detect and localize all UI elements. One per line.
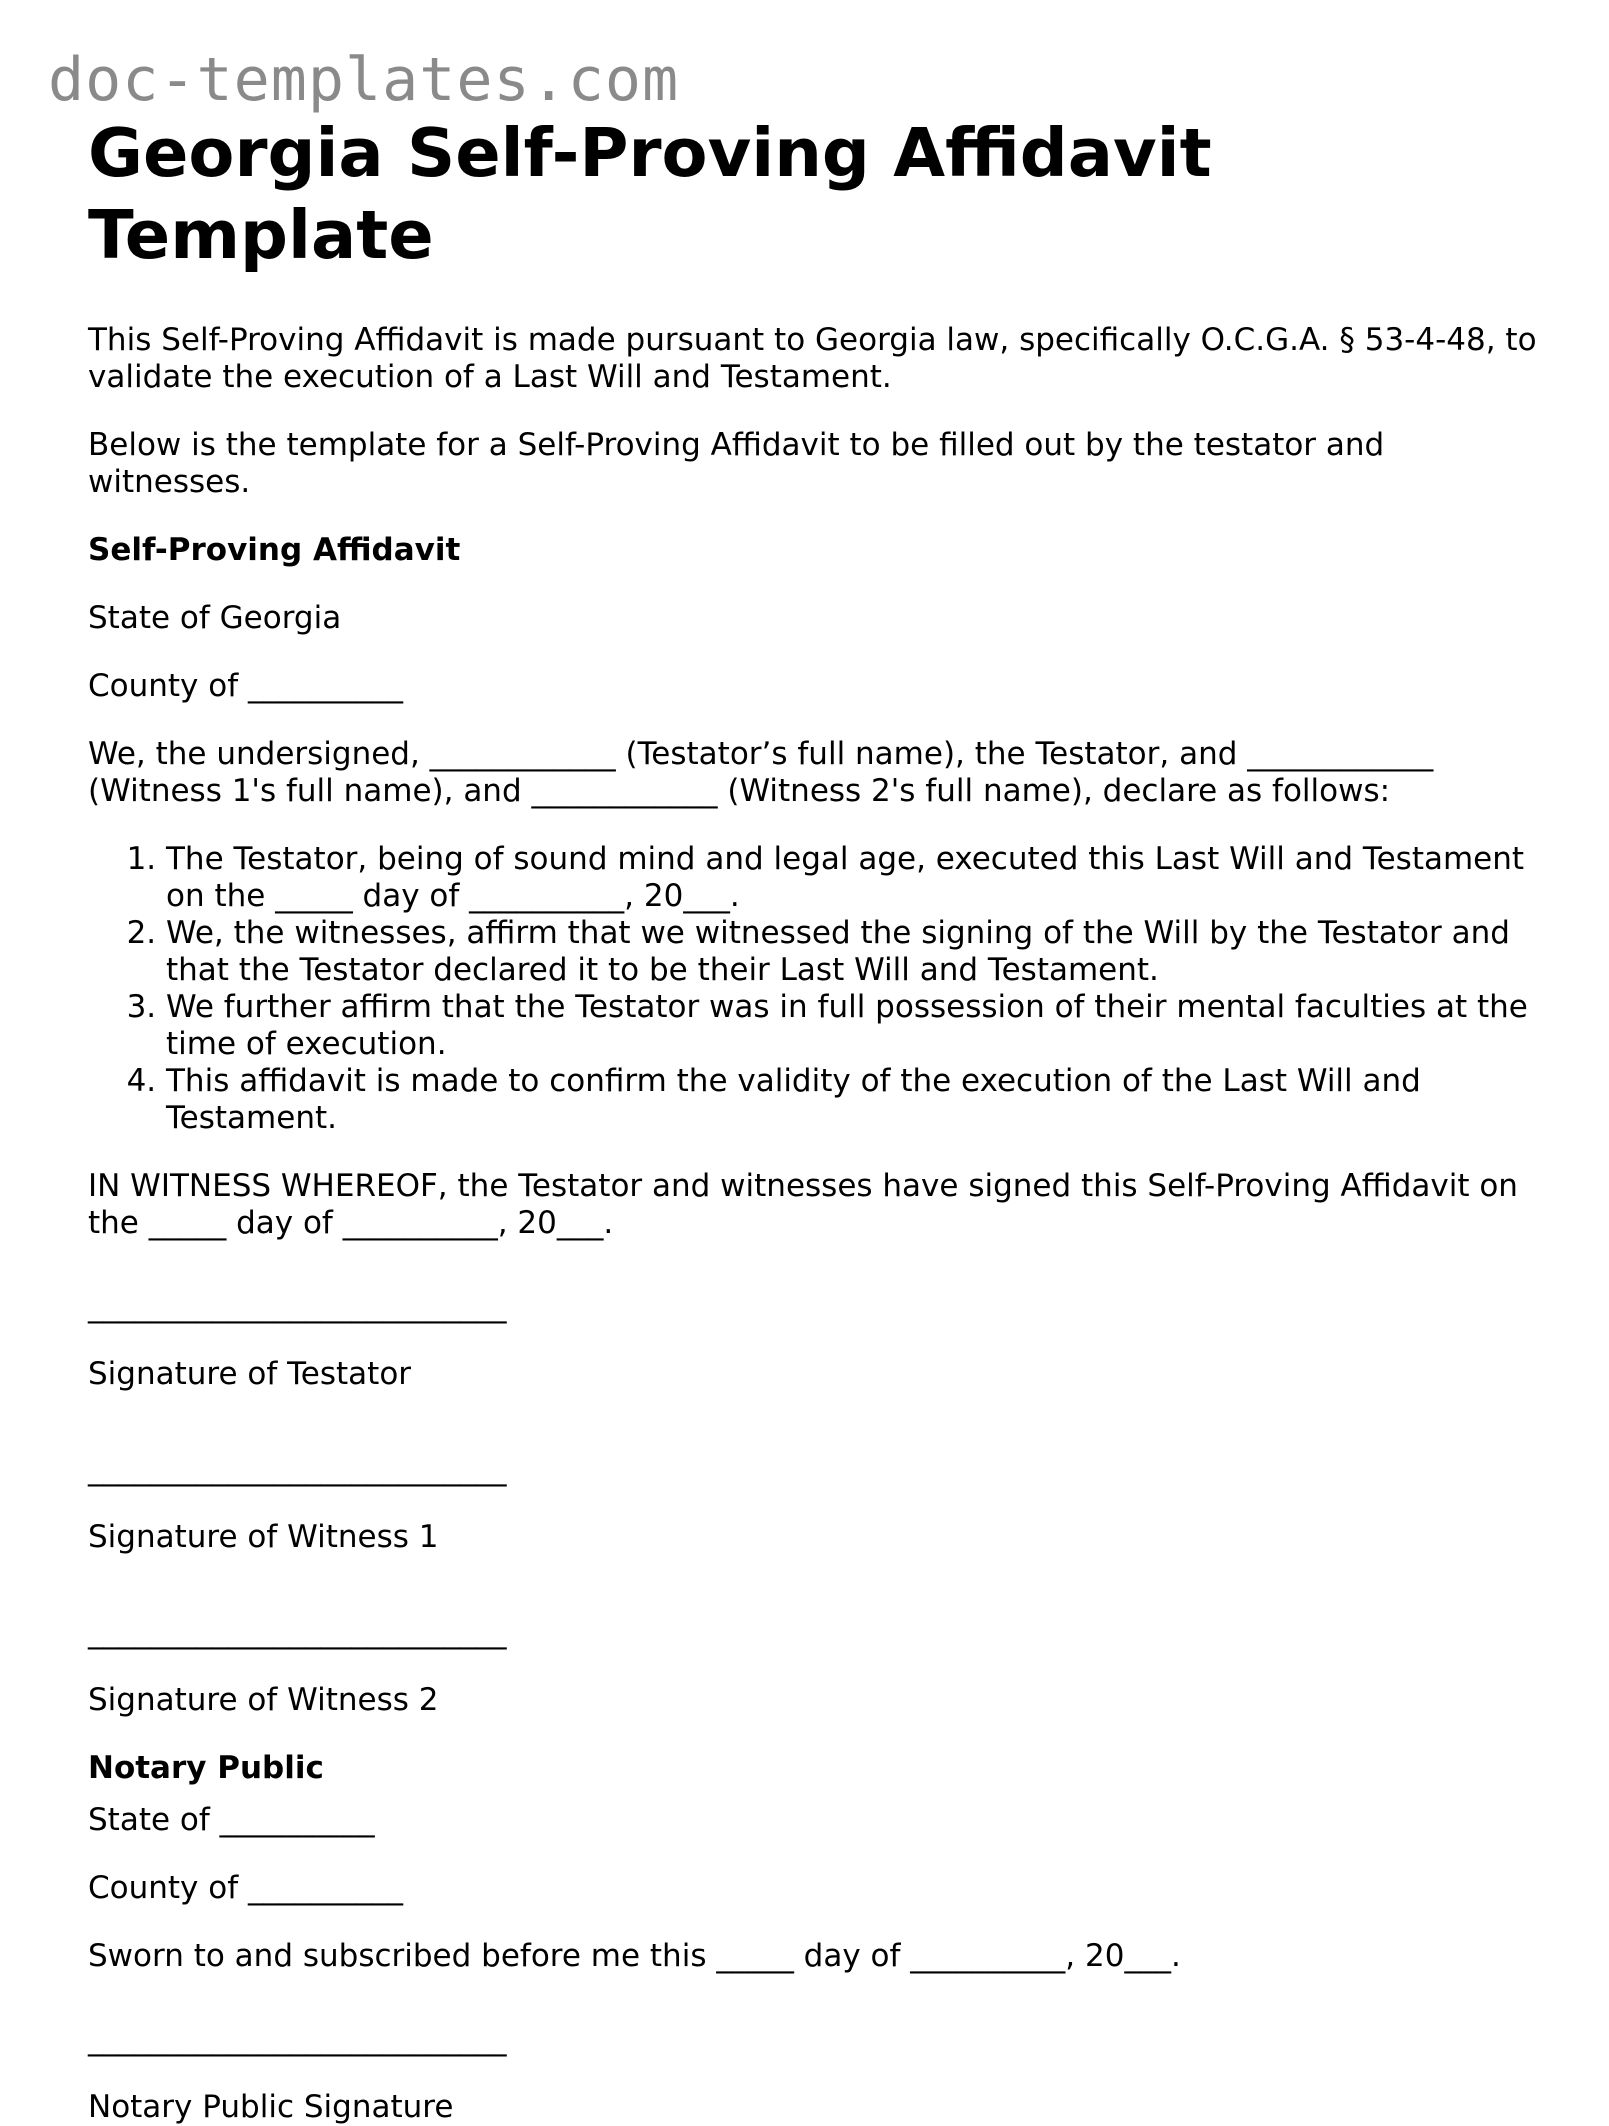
- statements-list: [88, 841, 1538, 1137]
- site-watermark: doc-templates.com: [48, 45, 680, 115]
- statement-item: 1. The Testator, being of sound mind and legal age, executed this Last Will and Testament on the _____ day of __________, 20___.: [166, 841, 1538, 915]
- document-title: Georgia Self-Proving Affidavit Template: [88, 114, 1212, 274]
- witness1-signature-line: ___________________________: [88, 1451, 507, 1487]
- state-line: State of Georgia: [88, 600, 342, 636]
- witness1-signature-label: Signature of Witness 1: [88, 1519, 439, 1555]
- statement-item: 4. This affidavit is made to confirm the validity of the execution of the Last Will and Testament.: [166, 1063, 1538, 1137]
- witness2-signature-line: ___________________________: [88, 1614, 507, 1650]
- witness2-signature-label: Signature of Witness 2: [88, 1682, 439, 1718]
- notary-county-line: County of __________: [88, 1870, 403, 1906]
- notary-signature-label: Notary Public Signature: [88, 2089, 454, 2125]
- declaration-paragraph: We, the undersigned, ____________ (Testator’s full name), the Testator, and ____________ (Witness 1's full name), and ____________ (Witness 2's full name), declare as follows:: [88, 736, 1434, 809]
- statement-item: 3. We further affirm that the Testator was in full possession of their mental faculties at the time of execution.: [166, 989, 1538, 1063]
- notary-state-line: State of __________: [88, 1802, 375, 1838]
- intro-paragraph-2: Below is the template for a Self-Proving Affidavit to be filled out by the testator and witnesses.: [88, 427, 1385, 500]
- witness-clause: IN WITNESS WHEREOF, the Testator and witnesses have signed this Self-Proving Affidavit on the _____ day of __________, 20___.: [88, 1168, 1518, 1241]
- notary-heading: Notary Public: [88, 1750, 324, 1786]
- notary-sworn-line: Sworn to and subscribed before me this _____ day of __________, 20___.: [88, 1938, 1181, 1974]
- notary-signature-line: ___________________________: [88, 2021, 507, 2057]
- testator-signature-line: ___________________________: [88, 1288, 507, 1324]
- statement-item: 2. We, the witnesses, affirm that we witnessed the signing of the Will by the Testator and that the Testator declared it to be their Last Will and Testament.: [166, 915, 1538, 989]
- county-line: County of __________: [88, 668, 403, 704]
- document-body: [88, 112, 1538, 2126]
- affidavit-heading: Self-Proving Affidavit: [88, 532, 461, 568]
- intro-paragraph-1: This Self-Proving Affidavit is made pursuant to Georgia law, specifically O.C.G.A. § 53-4-48, to validate the execution of a Last Will and Testament.: [88, 322, 1537, 395]
- testator-signature-label: Signature of Testator: [88, 1356, 412, 1392]
